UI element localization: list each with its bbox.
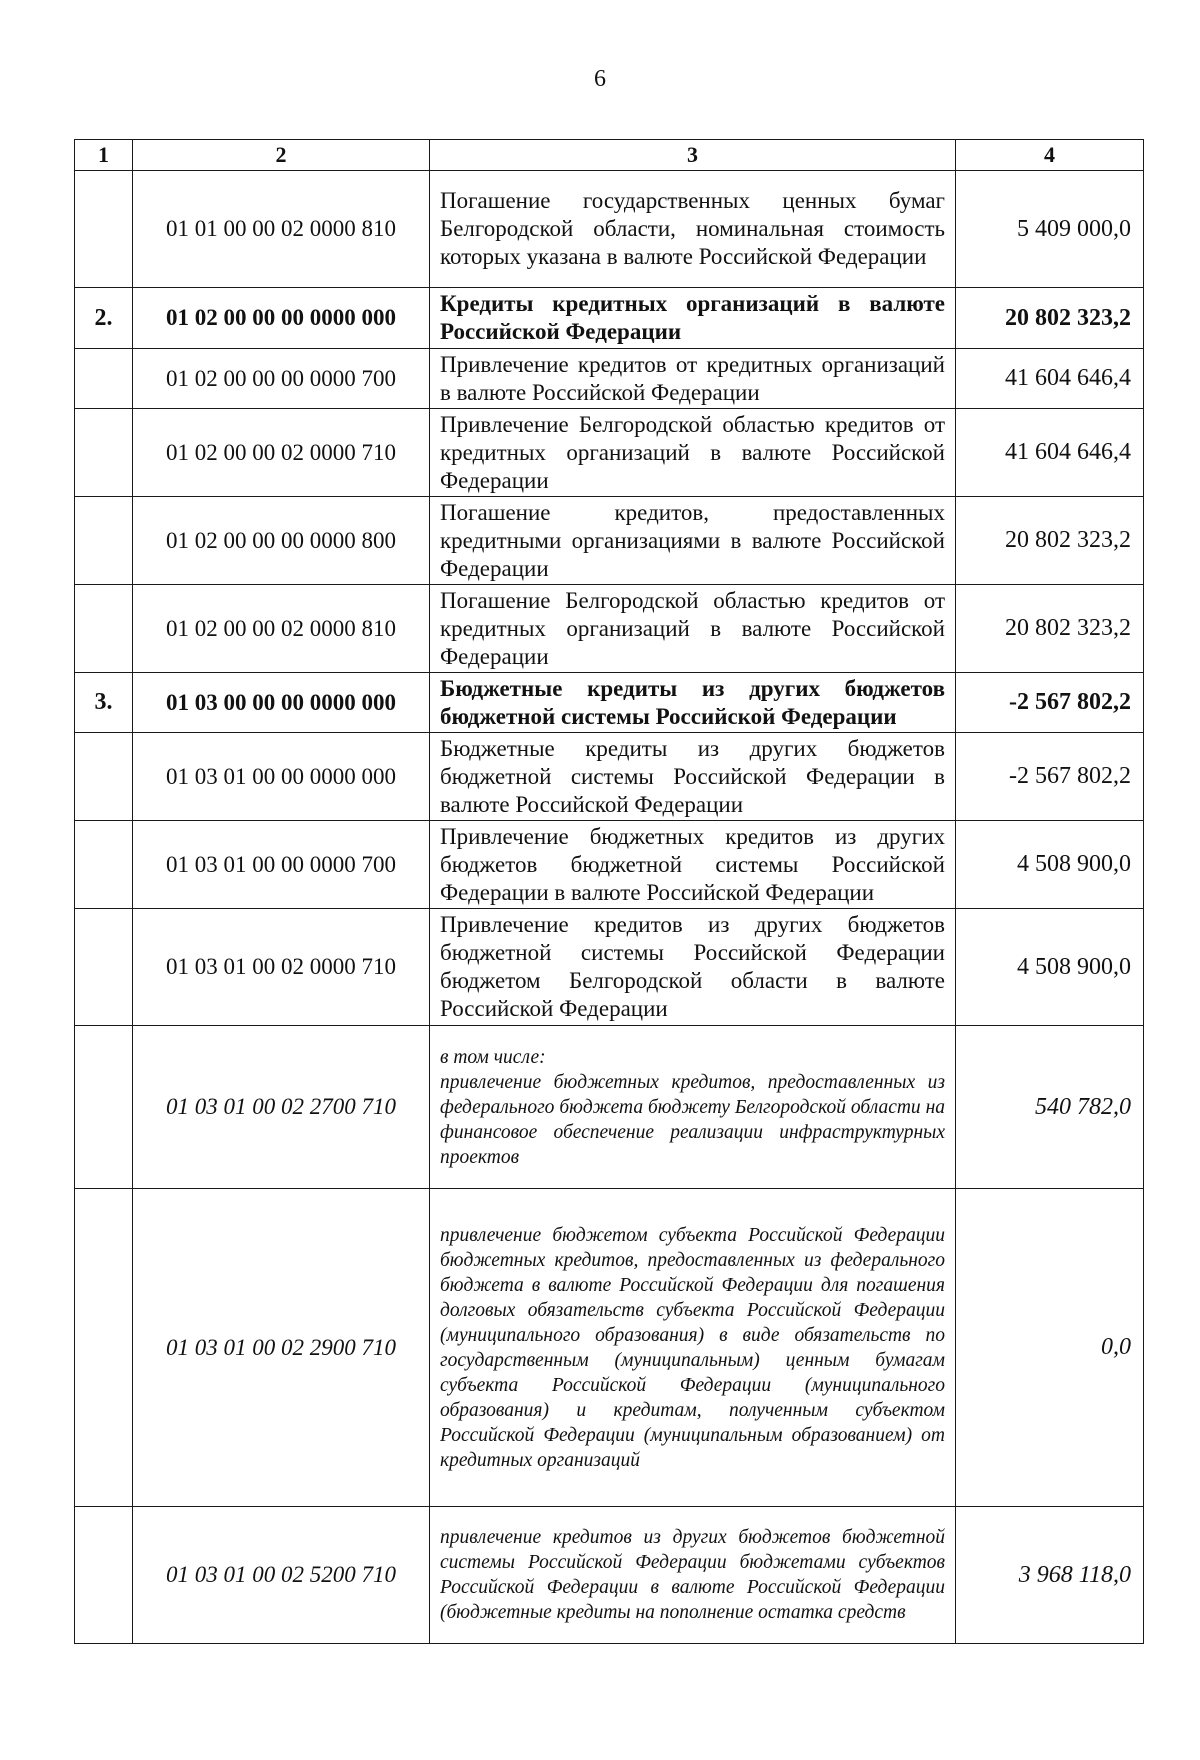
row-number — [75, 1507, 133, 1644]
row-amount: 3 968 118,0 — [956, 1507, 1144, 1644]
header-col-4: 4 — [956, 140, 1144, 171]
row-number — [75, 909, 133, 1026]
table-row — [75, 171, 1144, 288]
row-amount: 41 604 646,4 — [956, 409, 1144, 497]
budget-code: 01 01 00 00 02 0000 810 — [133, 171, 430, 288]
row-amount: -2 567 802,2 — [956, 673, 1144, 733]
row-description: Погашение государственных ценных бумаг Белгородской области, номинальная стоимость которых указана в валюте Российской Федерации — [430, 171, 956, 288]
row-description-intro: в том числе: — [440, 1046, 546, 1068]
row-description: Привлечение кредитов из других бюджетов бюджетной системы Российской Федерации бюджетом Белгородской области в валюте Российской Федерации — [430, 909, 956, 1026]
table-row — [75, 733, 1144, 821]
table-row — [75, 497, 1144, 585]
row-number — [75, 1189, 133, 1507]
table-row — [75, 1026, 1144, 1189]
budget-code: 01 02 00 00 00 0000 800 — [133, 497, 430, 585]
budget-code: 01 02 00 00 00 0000 000 — [133, 288, 430, 349]
budget-code: 01 03 01 00 02 2900 710 — [133, 1189, 430, 1507]
row-description: Кредиты кредитных организаций в валюте Российской Федерации — [430, 288, 956, 349]
budget-code: 01 02 00 00 02 0000 710 — [133, 409, 430, 497]
row-amount: 5 409 000,0 — [956, 171, 1144, 288]
row-description: Погашение кредитов, предоставленных кредитными организациями в валюте Российской Федерации — [430, 497, 956, 585]
table-row — [75, 1507, 1144, 1644]
table-row — [75, 288, 1144, 349]
row-description: Бюджетные кредиты из других бюджетов бюджетной системы Российской Федерации в валюте Российской Федерации — [430, 733, 956, 821]
row-number — [75, 821, 133, 909]
budget-code: 01 03 01 00 02 0000 710 — [133, 909, 430, 1026]
table-row — [75, 349, 1144, 409]
budget-code: 01 03 01 00 02 2700 710 — [133, 1026, 430, 1189]
budget-code: 01 03 00 00 00 0000 000 — [133, 673, 430, 733]
budget-code: 01 03 01 00 00 0000 700 — [133, 821, 430, 909]
row-description: Погашение Белгородской областью кредитов от кредитных организаций в валюте Российской Федерации — [430, 585, 956, 673]
sources-financing-table — [74, 139, 1144, 1644]
table-row — [75, 1189, 1144, 1507]
budget-code: 01 02 00 00 00 0000 700 — [133, 349, 430, 409]
row-description: привлечение кредитов из других бюджетов бюджетной системы Российской Федерации бюджетами субъектов Российской Федерации в валюте Российской Федерации (бюджетные кредиты на пополнение остатка средств — [430, 1507, 956, 1644]
row-description-text: привлечение бюджетных кредитов, предоставленных из федерального бюджета бюджету Белгородской области на финансовое обеспечение реализации инфраструктурных проектов — [440, 1071, 945, 1168]
row-number — [75, 409, 133, 497]
row-amount: 20 802 323,2 — [956, 497, 1144, 585]
budget-code: 01 03 01 00 00 0000 000 — [133, 733, 430, 821]
budget-code: 01 02 00 00 02 0000 810 — [133, 585, 430, 673]
row-amount: -2 567 802,2 — [956, 733, 1144, 821]
row-number — [75, 1026, 133, 1189]
table-row — [75, 585, 1144, 673]
row-amount: 0,0 — [956, 1189, 1144, 1507]
table-row — [75, 909, 1144, 1026]
table-row — [75, 409, 1144, 497]
row-description: Привлечение кредитов от кредитных организаций в валюте Российской Федерации — [430, 349, 956, 409]
row-amount: 20 802 323,2 — [956, 585, 1144, 673]
header-col-2: 2 — [133, 140, 430, 171]
row-number — [75, 497, 133, 585]
row-number: 2. — [75, 288, 133, 349]
header-col-1: 1 — [75, 140, 133, 171]
row-number — [75, 349, 133, 409]
row-description: Бюджетные кредиты из других бюджетов бюджетной системы Российской Федерации — [430, 673, 956, 733]
row-number: 3. — [75, 673, 133, 733]
table-row — [75, 821, 1144, 909]
row-amount: 20 802 323,2 — [956, 288, 1144, 349]
row-amount: 41 604 646,4 — [956, 349, 1144, 409]
row-description: Привлечение бюджетных кредитов из других бюджетов бюджетной системы Российской Федерации в валюте Российской Федерации — [430, 821, 956, 909]
row-number — [75, 171, 133, 288]
row-number — [75, 585, 133, 673]
page-number: 6 — [594, 66, 606, 92]
table-row — [75, 673, 1144, 733]
budget-code: 01 03 01 00 02 5200 710 — [133, 1507, 430, 1644]
row-number — [75, 733, 133, 821]
row-amount: 4 508 900,0 — [956, 909, 1144, 1026]
row-description: привлечение бюджетом субъекта Российской Федерации бюджетных кредитов, предоставленных из федерального бюджета в валюте Российской Федерации для погашения долговых обязательств субъекта Российской Федерации (муниципального образования) в виде обязательств по государственным (муниципальным) ценным бумагам субъекта Российской Федерации (муниципального образования) и кредитам, полученным субъектом Российской Федерации (муниципальным образованием) от кредитных организаций — [430, 1189, 956, 1507]
table-header-row — [75, 140, 1144, 171]
row-amount: 540 782,0 — [956, 1026, 1144, 1189]
header-col-3: 3 — [430, 140, 956, 171]
row-amount: 4 508 900,0 — [956, 821, 1144, 909]
row-description: Привлечение Белгородской областью кредитов от кредитных организаций в валюте Российской Федерации — [430, 409, 956, 497]
row-description — [430, 1026, 956, 1189]
